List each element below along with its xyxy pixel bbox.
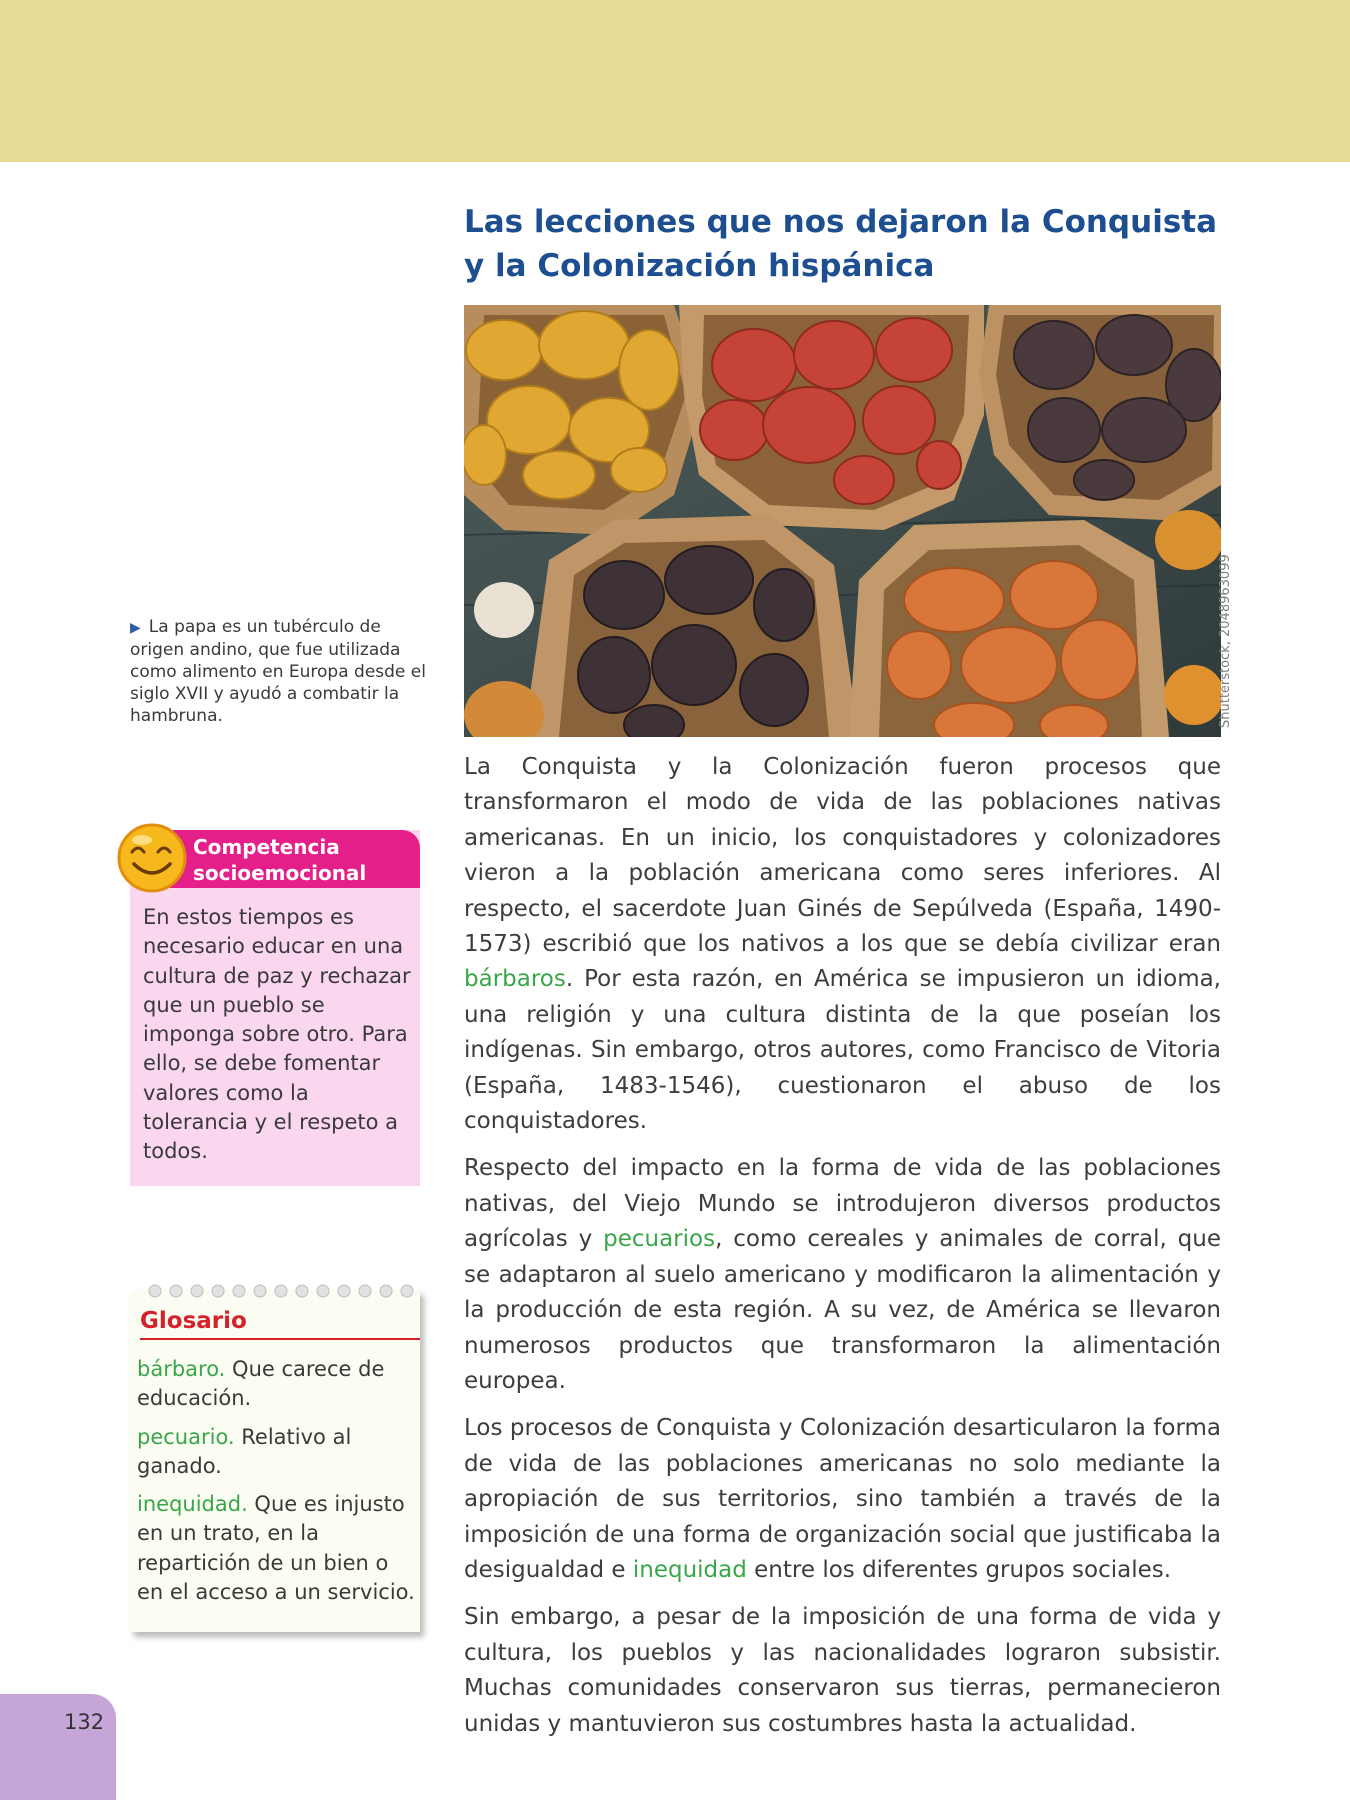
glossary-title: Glosario [140,1308,247,1334]
paragraph-4 [464,1600,1221,1742]
glossary-entry [137,1423,417,1482]
glossary-term-inequidad: inequidad [632,1556,747,1583]
glossary-term-pecuarios: pecuarios [603,1226,716,1253]
glossary-list [137,1355,417,1616]
spiral-binding-icon [147,1280,419,1302]
paragraph-4-text: Sin embargo, a pesar de la imposición de una forma de vida y cultura, los pueblos y las nacionalidades lograron subsistir. Muchas comunidades conservaron sus tierras, permanecieron unidas y mantuvieron sus costumbres hasta la actualidad. [464,1604,1221,1737]
potato-bags-illustration [464,305,1221,737]
glossary-term-barbaros: bárbaros [464,966,566,993]
top-color-band [0,0,1350,162]
paragraph-1-text-b: . Por esta razón, en América se impusieron un idioma, una religión y una cultura distinta de la que poseían los indígenas. Sin embargo, otros autores, como Francisco de Vitoria (España, 1483-1546), cuestionaron el abuso de los conquistadores. [464,966,1221,1135]
glossary-entry-term: pecuario. [137,1424,235,1449]
paragraph-3-text-a: Los procesos de Conquista y Colonización desarticularon la forma de vida de las poblaciones americanas no solo mediante la apropiación de sus territorios, sino también a través de la imposición de una forma de organización social que justificaba la desigualdad e [464,1415,1221,1583]
photo-caption-text: La papa es un tubérculo de origen andino, que fue utilizada como alimento en Europa desde el siglo XVII y ayudó a combatir la hambruna. [130,617,426,726]
paragraph-2-text-a: Respecto del impacto en la forma de vida de las poblaciones nativas, del Viejo Mundo se introdujeron diversos productos agrícolas y [464,1155,1221,1253]
triangle-bullet-icon: ▶ [130,620,141,636]
paragraph-3 [464,1411,1221,1588]
glossary-entry-term: bárbaro. [137,1357,226,1381]
paragraph-1-text-a: La Conquista y la Colonización fueron procesos que transformaron el modo de vida de las poblaciones nativas americanas. En un inicio, los conquistadores y colonizadores vieron a la población americana como seres inferiores. Al respecto, el sacerdote Juan Ginés de Sepúlveda (España, 1490-1573) escribió que los nativos a los que se debía civilizar eran [464,754,1221,958]
page-title [464,200,1224,288]
glossary-entry-definition: Que es injusto en un trato, en la repartición de un bien o en el acceso a un servicio. [137,1492,415,1605]
paragraph-2 [464,1151,1221,1399]
glossary-entry-definition: Relativo al ganado. [137,1424,352,1478]
page-number: 132 [64,1710,105,1734]
glossary-entry [137,1490,417,1607]
main-text [464,750,1221,1754]
smiley-icon [116,822,188,894]
potato-bags-photo [464,305,1221,737]
paragraph-2-text-b: , como cereales y animales de corral, que se adaptaron al suelo americano y modificaron la alimentación y la producción de esta región. A su vez, de América se llevaron numerosos productos que transformaron la alimentación europea. [464,1226,1221,1394]
page-title-line-2: y la Colonización hispánica [464,248,935,284]
socioemotional-text: En estos tiempos es necesario educar en una cultura de paz y rechazar que un pueblo se imponga sobre otro. Para ello, se debe fomentar valores como la tolerancia y el respeto a todos. [143,905,411,1164]
glossary-entry [137,1355,417,1414]
socioemotional-title [193,834,366,886]
photo-caption [130,616,430,727]
paragraph-3-text-b: entre los diferentes grupos sociales. [746,1556,1172,1583]
glossary-entry-definition: Que carece de educación. [137,1357,385,1411]
paragraph-1 [464,750,1221,1139]
glossary-entry-term: inequidad. [137,1492,248,1517]
glossary-divider [140,1338,420,1340]
socioemotional-title-line-1: Competencia [193,835,340,859]
socioemotional-title-line-2: socioemocional [193,861,367,885]
photo-credit: Shutterstock, 2048963099 [1218,554,1233,728]
page-title-line-1: Las lecciones que nos dejaron la Conquista [464,204,1218,240]
